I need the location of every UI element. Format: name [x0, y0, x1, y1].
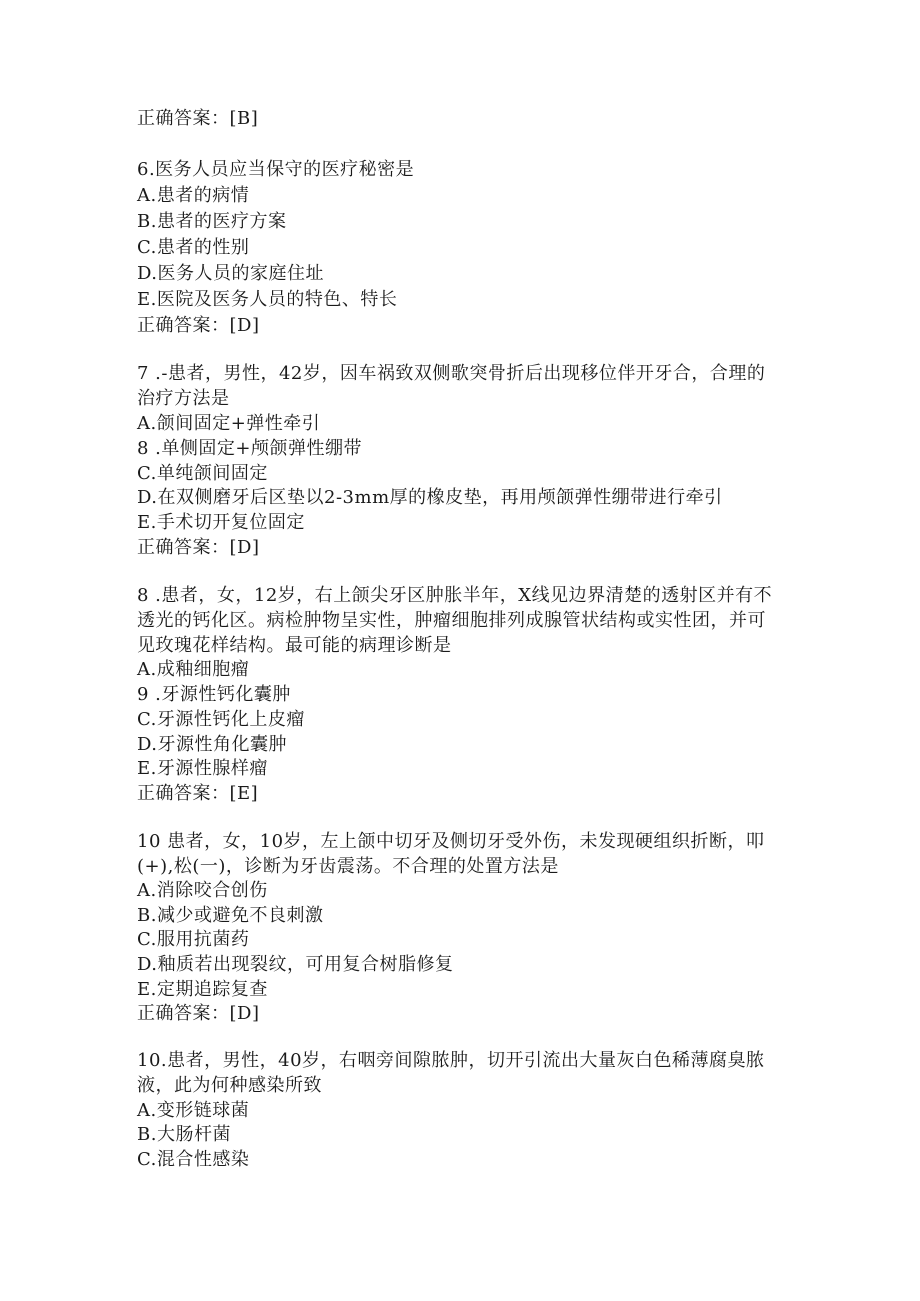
option-e: E.医院及医务人员的特色、特长: [137, 289, 398, 310]
answer-line: 正确答案：[B]: [137, 108, 259, 129]
option-d: D.医务人员的家庭住址: [137, 263, 325, 284]
option-a: A.患者的病情: [137, 185, 250, 206]
question-6: [137, 157, 857, 339]
previous-answer-block: [137, 107, 857, 132]
question-stem: 6.医务人员应当保守的医疗秘密是: [137, 159, 415, 180]
option-d: D.釉质若出现裂纹，可用复合树脂修复: [137, 953, 454, 975]
option-c: C.混合性感染: [137, 1149, 250, 1170]
question-stem: (+),松(一)，诊断为牙齿震荡。不合理的处置方法是: [137, 855, 559, 877]
answer-line: 正确答案：[D]: [137, 537, 260, 559]
question-stem: 10 患者，女，10岁，左上颌中切牙及侧切牙受外伤，未发现硬组织折断，叩: [137, 831, 765, 852]
option-e: E.牙源性腺样瘤: [137, 758, 268, 780]
option-c: C.患者的性别: [137, 237, 250, 258]
question-10b: [137, 1049, 857, 1173]
option-d: D.在双侧磨牙后区垫以2-3mm厚的橡皮垫，再用颅颌弹性绷带进行牵引: [137, 487, 723, 509]
question-stem: 透光的钙化区。病检肿物呈实性，肿瘤细胞排列成腺管状结构或实性团，并可: [137, 609, 766, 631]
option-a: A.颌间固定+弹性牵引: [137, 412, 321, 434]
answer-line: 正确答案：[D]: [137, 315, 260, 336]
question-stem: 见玫瑰花样结构。最可能的病理诊断是: [137, 634, 452, 656]
option-e: E.定期追踪复查: [137, 978, 268, 1000]
option-a: A.成釉细胞瘤: [137, 659, 250, 681]
question-10a: [137, 830, 857, 1027]
question-7: [137, 362, 857, 561]
option-a: A.变形链球菌: [137, 1099, 250, 1121]
option-c: C.服用抗菌药: [137, 929, 250, 951]
option-b: B.减少或避免不良刺激: [137, 904, 324, 926]
option-b: 9 .牙源性钙化囊肿: [137, 684, 291, 705]
question-stem: 10.患者，男性，40岁，右咽旁间隙脓肿，切开引流出大量灰白色稀薄腐臭脓: [137, 1050, 765, 1071]
option-c: C.牙源性钙化上皮瘤: [137, 708, 305, 730]
option-a: A.消除咬合创伤: [137, 880, 268, 902]
question-stem: 液，此为何种感染所致: [137, 1074, 322, 1096]
question-stem: 治疗方法是: [137, 387, 230, 409]
option-b: B.患者的医疗方案: [137, 211, 287, 232]
question-stem: 7 .-患者，男性，42岁，因车祸致双侧歌突骨折后出现移位伴开牙合，合理的: [137, 363, 766, 384]
option-b: 8 .单侧固定+颅颌弹性绷带: [137, 437, 362, 459]
option-c: C.单纯颌间固定: [137, 462, 268, 484]
option-b: B.大肠杆菌: [137, 1124, 231, 1146]
question-stem: 8 .患者，女，12岁，右上颌尖牙区肿胀半年，X线见边界清楚的透射区并有不: [137, 585, 773, 606]
option-d: D.牙源性角化囊肿: [137, 733, 288, 755]
question-8: [137, 584, 857, 807]
answer-line: 正确答案：[D]: [137, 1003, 260, 1025]
answer-line: 正确答案：[E]: [137, 783, 259, 804]
option-e: E.手术切开复位固定: [137, 512, 305, 534]
